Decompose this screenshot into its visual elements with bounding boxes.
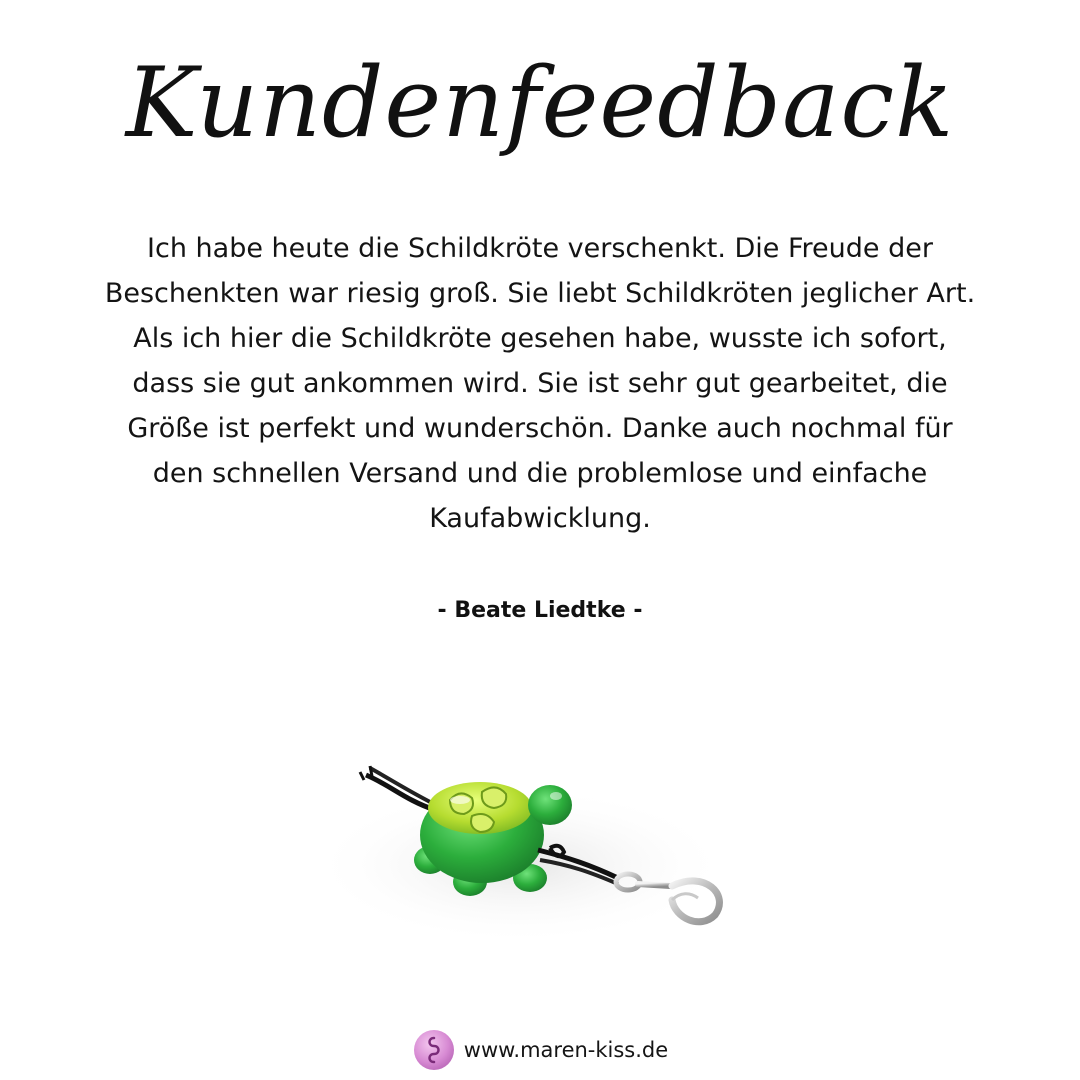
- testimonial-quote: Ich habe heute die Schildkröte verschenkt. Die Freude der Beschenkten war riesig groß. Sie liebt Schildkröten jeglicher Art. Als ich hier die Schildkröte gesehen habe, wusste ich sofort, dass sie gut ankommen wird. Sie ist sehr gut gearbeitet, die Größe ist perfekt und wunderschön. Danke auch nochmal für den schnellen Versand und die problemlose und einfache Kaufabwicklung.: [104, 233, 976, 534]
- testimonial-author: - Beate Liedtke -: [437, 598, 643, 623]
- page-title: Kundenfeedback: [125, 47, 955, 159]
- product-photo: [300, 660, 780, 980]
- pink-spiral-logo-icon: [412, 1028, 456, 1072]
- footer: [0, 1024, 1080, 1076]
- turtle-head: [528, 785, 572, 825]
- turtle-charm-icon: [300, 660, 780, 980]
- website-link[interactable]: www.maren-kiss.de: [463, 1038, 669, 1062]
